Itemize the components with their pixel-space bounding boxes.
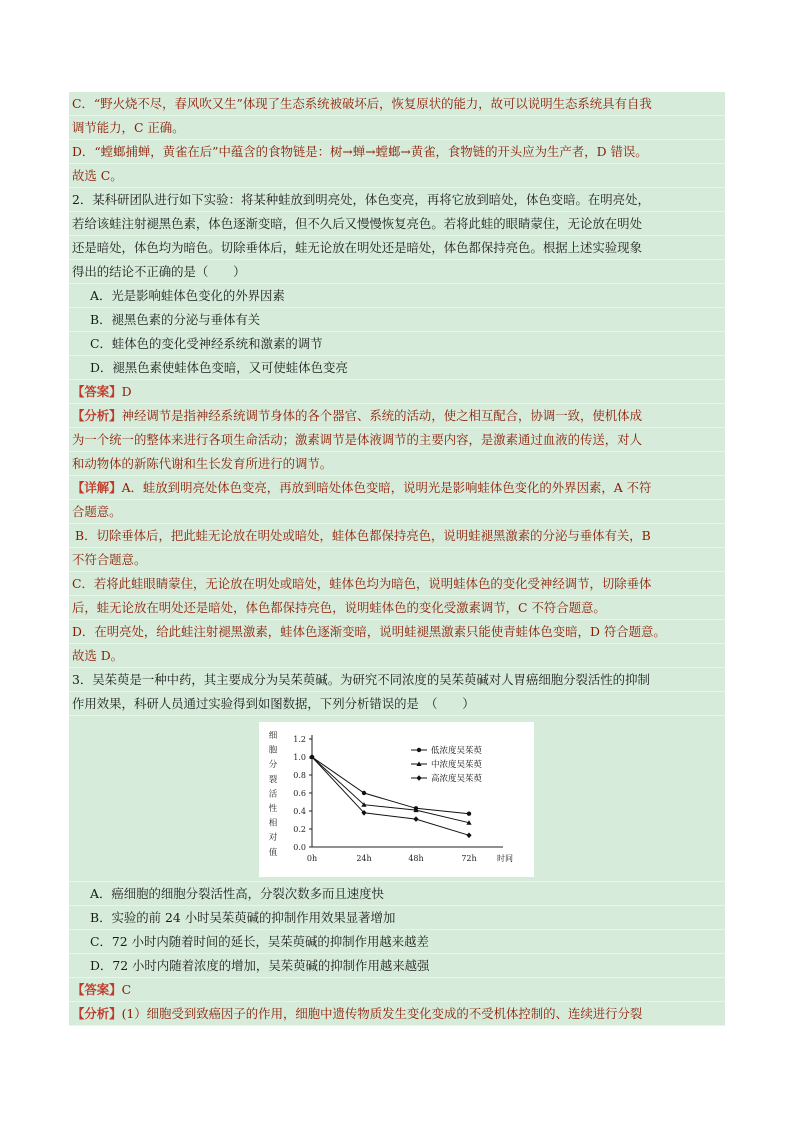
x-tick-label: 72h [461, 854, 477, 863]
text-line [69, 308, 725, 332]
chart-row [69, 716, 725, 882]
y-tick-label: 1.0 [293, 753, 306, 762]
line-text: B．实验的前 24 小时吴茱萸碱的抑制作用效果显著增加 [90, 910, 396, 925]
document-body [69, 92, 725, 1026]
y-axis-label-char: 相 [268, 818, 278, 829]
line-text: A．光是影响蛙体色变化的外界因素 [90, 288, 285, 303]
section-tag: 【分析】 [72, 408, 122, 423]
y-axis-label-char: 活 [268, 789, 278, 800]
line-text: D．72 小时内随着浓度的增加，吴茱萸碱的抑制作用越来越强 [90, 958, 430, 973]
line-text: 故选 D。 [72, 648, 124, 663]
line-text: 后，蛙无论放在明处还是暗处，体色都保持亮色，说明蛙体色的变化受激素调节，C 不符合题意。 [72, 600, 606, 615]
text-line [69, 572, 725, 596]
legend-label: 中浓度吴茱萸 [431, 760, 483, 770]
line-text: (1）细胞受到致癌因子的作用，细胞中遗传物质发生变化变成的不受机体控制的、连续进行分裂 [121, 1006, 643, 1021]
line-text: C [121, 982, 132, 997]
y-axis-label-char: 细 [268, 731, 278, 741]
line-text: D [121, 384, 132, 399]
y-tick-label: 0.4 [293, 807, 306, 816]
line-text: 2．某科研团队进行如下实验：将某种蛙放到明亮处，体色变亮，再将它放到暗处，体色变暗。在明亮处， [72, 192, 650, 207]
text-line [69, 692, 725, 716]
text-line [69, 284, 725, 308]
legend-marker [417, 748, 421, 752]
line-text: 故选 C。 [72, 168, 123, 183]
line-text: A．蛙放到明亮处体色变亮，再放到暗处体色变暗，说明光是影响蛙体色变化的外界因素，A 不符 [121, 480, 652, 495]
line-text: 神经调节是指神经系统调节身体的各个器官、系统的活动，使之相互配合，协调一致，使机体成 [121, 408, 642, 423]
line-text: B．切除垂体后，把此蛙无论放在明处或暗处，蛙体色都保持亮色，说明蛙褪黑激素的分泌与垂体有关，B [75, 528, 651, 543]
y-tick-label: 0.8 [293, 771, 306, 780]
line-text: 得出的结论不正确的是（ ） [72, 264, 246, 279]
text-block-before-chart [69, 92, 725, 716]
data-point [362, 791, 366, 795]
line-text: D．褪黑色素使蛙体色变暗，又可使蛙体色变亮 [90, 360, 348, 375]
data-point [413, 816, 418, 822]
text-line [69, 978, 725, 1002]
line-text: 3．吴茱萸是一种中药，其主要成分为吴茱萸碱。为研究不同浓度的吴茱萸碱对人胃癌细胞分裂活性的抑制 [72, 672, 650, 687]
text-line [69, 428, 725, 452]
text-line [69, 236, 725, 260]
text-line [69, 188, 725, 212]
line-text: D．在明亮处，给此蛙注射褪黑激素，蛙体色逐渐变暗，说明蛙褪黑激素只能使青蛙体色变暗，D 符合题意。 [72, 624, 666, 639]
line-text: 合题意。 [72, 504, 122, 519]
line-text: 为一个统一的整体来进行各项生命活动；激素调节是体液调节的主要内容，是激素通过血液的传送，对人 [72, 432, 642, 447]
text-line [69, 620, 725, 644]
section-tag: 【答案】 [72, 384, 122, 399]
y-tick-label: 1.2 [293, 735, 306, 744]
x-axis-label: 时间 [497, 854, 513, 863]
legend-label: 高浓度吴茱萸 [431, 774, 483, 784]
text-line [69, 332, 725, 356]
line-text: 不符合题意。 [72, 552, 147, 567]
text-line [69, 260, 725, 284]
text-line [69, 930, 725, 954]
text-line [69, 404, 725, 428]
line-text: 还是暗处，体色均为暗色。切除垂体后，蛙无论放在明处还是暗处，体色都保持亮色。根据上述实验现象 [72, 240, 642, 255]
text-line [69, 140, 725, 164]
x-tick-label: 24h [356, 854, 372, 863]
y-axis-label-char: 对 [268, 833, 278, 844]
text-line [69, 906, 725, 930]
text-line [69, 476, 725, 500]
y-axis-label-char: 胞 [268, 745, 278, 756]
section-tag: 【分析】 [72, 1006, 122, 1021]
text-line [69, 500, 725, 524]
y-axis-label-char: 性 [268, 804, 278, 814]
line-text: C．若将此蛙眼睛蒙住，无论放在明处或暗处，蛙体色均为暗色，说明蛙体色的变化受神经调节，切除垂体 [72, 576, 652, 591]
text-line [69, 596, 725, 620]
line-text: A．癌细胞的细胞分裂活性高，分裂次数多而且速度快 [90, 886, 384, 901]
line-text: 若给该蛙注射褪黑色素，体色逐渐变暗，但不久后又慢慢恢复亮色。若将此蛙的眼睛蒙住，无论放在明处 [72, 216, 642, 231]
text-line [69, 954, 725, 978]
data-point [466, 833, 471, 839]
text-line [69, 452, 725, 476]
y-axis-label-char: 值 [268, 847, 278, 858]
line-text: 作用效果，科研人员通过实验得到如图数据，下列分析错误的是 （ ） [72, 696, 475, 711]
x-tick-label: 0h [306, 854, 318, 863]
text-line [69, 524, 725, 548]
y-axis-label-char: 裂 [268, 774, 278, 785]
line-text: 调节能力，C 正确。 [72, 120, 185, 135]
section-tag: 【详解】 [72, 480, 122, 495]
line-chart [259, 722, 534, 877]
line-text: C．“野火烧不尽，春风吹又生”体现了生态系统被破坏后，恢复原状的能力，故可以说明生态系统具有自我 [72, 96, 652, 111]
y-tick-label: 0.6 [293, 789, 306, 798]
x-tick-label: 48h [408, 854, 424, 863]
text-line [69, 644, 725, 668]
data-point [467, 812, 471, 816]
line-text: 和动物体的新陈代谢和生长发育所进行的调节。 [72, 456, 333, 471]
y-axis-label-char: 分 [268, 760, 278, 771]
chart-figure [259, 722, 534, 877]
legend-label: 低浓度吴茱萸 [431, 746, 483, 756]
legend-marker [416, 775, 421, 781]
text-line [69, 1002, 725, 1026]
text-line [69, 212, 725, 236]
text-line [69, 882, 725, 906]
text-line [69, 668, 725, 692]
y-tick-label: 0.0 [293, 843, 306, 852]
text-block-after-chart [69, 882, 725, 1026]
text-line [69, 356, 725, 380]
y-tick-label: 0.2 [293, 825, 306, 834]
line-text: B．褪黑色素的分泌与垂体有关 [90, 312, 261, 327]
line-text: C．72 小时内随着时间的延长，吴茱萸碱的抑制作用越来越差 [90, 934, 429, 949]
text-line [69, 92, 725, 116]
text-line [69, 116, 725, 140]
text-line [69, 548, 725, 572]
text-line [69, 380, 725, 404]
line-text: D．“螳螂捕蝉，黄雀在后”中蕴含的食物链是：树→蝉→螳螂→黄雀，食物链的开头应为生产者，D 错误。 [72, 144, 648, 159]
section-tag: 【答案】 [72, 982, 122, 997]
text-line [69, 164, 725, 188]
line-text: C．蛙体色的变化受神经系统和激素的调节 [90, 336, 323, 351]
